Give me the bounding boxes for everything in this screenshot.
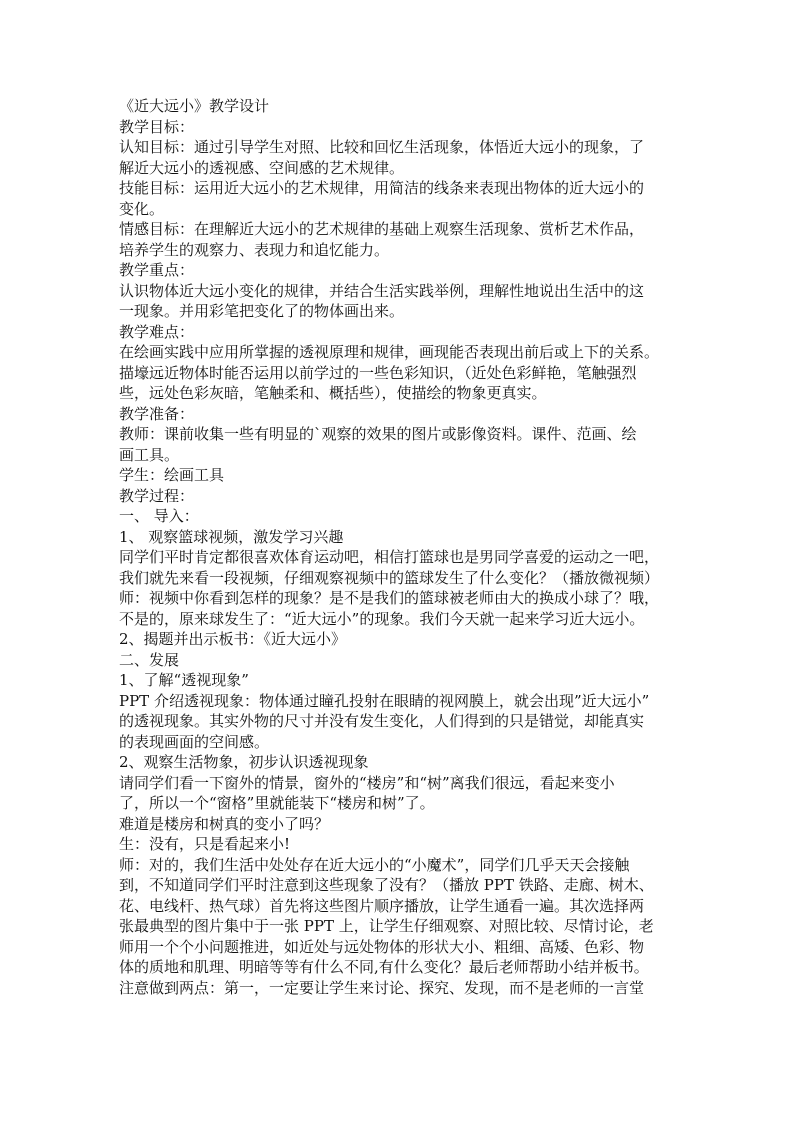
text-line: 1、 观察篮球视频，激发学习兴趣 <box>119 527 344 546</box>
text-line: 认知目标：通过引导学生对照、比较和回忆生活现象，体悟近大远小的现象，了 <box>119 138 645 156</box>
section-heading: 教学重点： <box>119 261 195 279</box>
text-line: 二、发展 <box>119 650 180 669</box>
text-line: 师用一个个小问题推进，如近处与远处物体的形状大小、粗细、高矮、色彩、物 <box>119 937 645 956</box>
text-line: 培养学生的观察力、表现力和追忆能力。 <box>119 240 390 259</box>
text-line: 生：没有，只是看起来小! <box>119 835 291 853</box>
section-heading: 教学过程： <box>119 486 195 505</box>
text-line: 不是的，原来球发生了：“近大远小”的现象。我们今天就一起来学习近大远小。 <box>119 609 645 628</box>
text-line: 了，所以一个“窗格”里就能装下“楼房和树”了。 <box>119 794 435 812</box>
text-line: PPT 介绍透视现象：物体通过瞳孔投射在眼睛的视网膜上，就会出现”近大远小” <box>119 691 650 710</box>
text-line: 描壕远近物体时能否运用以前学过的一些色彩知识，（近处色彩鲜艳，笔触强烈 <box>119 363 637 382</box>
text-line: 学生：绘画工具 <box>119 466 225 484</box>
text-line: 的表现画面的空间感。 <box>119 732 270 751</box>
text-line: 的透视现象。其实外物的尺寸并没有发生变化，人们得到的只是错觉，却能真实 <box>119 712 645 730</box>
section-heading: 教学难点： <box>119 322 195 341</box>
text-line: 教师：课前收集一些有明显的`观察的效果的图片或影像资料。课件、范画、绘 <box>119 425 637 443</box>
text-line: 到，不知道同学们平时注意到这些现象了没有？（播放 PPT 铁路、走廊、树木、 <box>119 876 654 894</box>
text-line: 2、观察生活物象，初步认识透视现象 <box>119 753 369 771</box>
text-line: 师：视频中你看到怎样的现象？是不是我们的篮球被老师由大的换成小球了？哦， <box>119 589 660 607</box>
text-line: 同学们平时肯定都很喜欢体育运动吧，相信打篮球也是男同学喜爱的运动之一吧， <box>119 548 660 566</box>
section-heading: 教学准备： <box>119 404 195 423</box>
text-line: 注意做到两点：第一，一定要让学生来讨论、探究、发现，而不是老师的一言堂 <box>119 978 645 997</box>
text-line: 解近大远小的透视感、空间感的艺术规律。 <box>119 158 405 177</box>
document-title: 《近大远小》教学设计 <box>119 97 270 115</box>
text-line: 技能目标：运用近大远小的艺术规律，用简洁的线条来表现出物体的近大远小的 <box>119 179 645 197</box>
text-line: 画工具。 <box>119 445 180 464</box>
text-line: 我们就先来看一段视频，仔细观察视频中的篮球发生了什么变化？（播放微视频） <box>119 568 660 587</box>
text-line: 变化。 <box>119 199 165 218</box>
text-line: 请同学们看一下窗外的情景，窗外的“楼房”和“树”离我们很远，看起来变小 <box>119 773 615 792</box>
document-body <box>119 96 681 998</box>
text-line: 张最典型的图片集中于一张 PPT 上，让学生仔细观察、对照比较、尽情讨论，老 <box>119 917 654 935</box>
text-line: 难道是楼房和树真的变小了吗？ <box>119 814 330 833</box>
text-line: 些，远处色彩灰暗，笔触柔和、概括些），使描绘的物象更真实。 <box>119 384 547 402</box>
text-line: 一现象。并用彩笔把变化了的物体画出来。 <box>119 302 405 320</box>
text-line: 认识物体近大远小变化的规律，并结合生活实践举例，理解性地说出生活中的这 <box>119 281 645 300</box>
text-line: 在绘画实践中应用所掌握的透视原理和规律，画现能否表现出前后或上下的关系。 <box>119 343 660 361</box>
text-line: 一、 导入： <box>119 507 199 525</box>
section-heading: 教学目标： <box>119 117 195 136</box>
text-line: 2、揭题并出示板书：《近大远小》 <box>119 630 347 648</box>
text-line: 情感目标：在理解近大远小的艺术规律的基础上观察生活现象、赏析艺术作品， <box>119 220 645 238</box>
text-line: 师：对的，我们生活中处处存在近大远小的“小魔术”，同学们几乎天天会接触 <box>119 855 630 874</box>
text-line: 1、了解“透视现象” <box>119 671 249 689</box>
text-line: 体的质地和肌理、明暗等等有什么不同,有什么变化？最后老师帮助小结并板书。 <box>119 958 649 976</box>
text-line: 花、电线杆、热气球）首先将这些图片顺序播放，让学生通看一遍。其次选择两 <box>119 896 645 915</box>
